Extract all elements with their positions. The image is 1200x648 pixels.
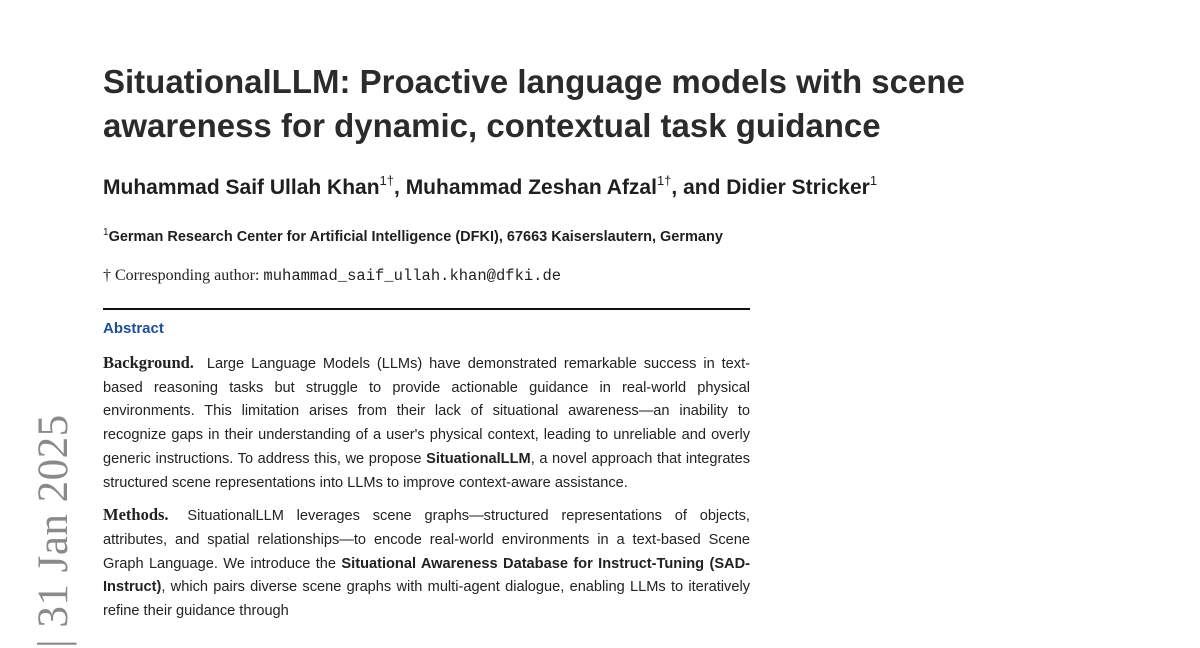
abstract-heading: Abstract — [103, 320, 164, 337]
methods-lead: Methods. — [103, 505, 169, 525]
affiliation-text: German Research Center for Artificial Intelligence (DFKI), 67663 Kaiserslautern, Germany — [108, 229, 723, 245]
affiliation — [103, 226, 723, 248]
background-emphasis: SituationalLLM — [426, 450, 531, 467]
corresponding-author — [103, 265, 561, 287]
author-list — [103, 173, 877, 203]
abstract-background-paragraph — [103, 351, 750, 495]
arxiv-date-stamp: | 31 Jan 2025 — [30, 414, 77, 648]
author-affiliation-mark: 1† — [379, 173, 395, 188]
methods-text-end: , which pairs diverse scene graphs with multi-agent dialogue, enabling LLMs to iteratively refine their guidance through — [103, 579, 750, 620]
author-affiliation-mark: 1 — [869, 173, 878, 188]
abstract-methods-paragraph — [103, 503, 750, 624]
author-name: Muhammad Saif Ullah Khan — [103, 176, 380, 199]
background-text-end: , a novel approach that integrates structured scene representations into LLMs to improve context-aware assistance. — [103, 450, 750, 491]
background-text: Large Language Models (LLMs) have demonstrated remarkable success in text-based reasoning tasks but struggle to provide actionable guidance in real-world physical environments. This limitation arises from their lack of situational awareness—an inability to recognize gaps in their understanding of a user's physical context, leading to unreliable and overly generic instructions. To address this, we propose — [103, 356, 750, 467]
corresponding-author-label: † Corresponding author: — [103, 267, 264, 284]
author-name: Didier Stricker — [726, 176, 870, 199]
author-separator: , and — [671, 176, 727, 199]
abstract-body — [103, 351, 750, 632]
author-name: Muhammad Zeshan Afzal — [405, 176, 657, 199]
abstract-divider — [103, 308, 750, 310]
methods-emphasis: Situational Awareness Database for Instruct-Tuning (SAD-Instruct) — [103, 555, 750, 596]
methods-text: SituationalLLM leverages scene graphs—structured representations of objects, attributes, and spatial relationships—to encode real-world environments in a text-based Scene Graph Language. We introduce the — [103, 508, 750, 572]
corresponding-email-link[interactable]: muhammad_saif_ullah.khan@dfki.de — [263, 267, 562, 285]
author-separator: , — [394, 176, 406, 199]
affiliation-mark: 1 — [103, 227, 109, 238]
paper-title: SituationalLLM: Proactive language models with scene awareness for dynamic, contextual task guidance — [103, 63, 965, 144]
background-lead: Background. — [103, 353, 194, 372]
author-affiliation-mark: 1† — [656, 173, 672, 188]
